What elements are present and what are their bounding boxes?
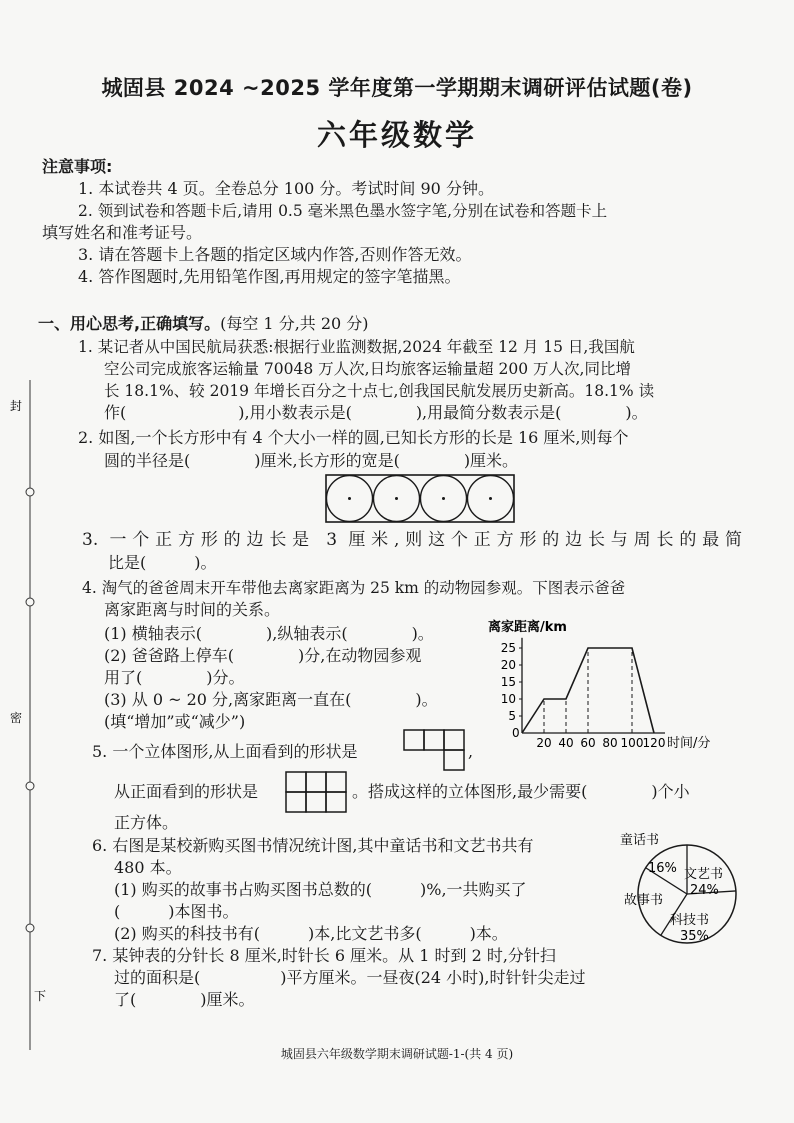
page-footer: 城固县六年级数学期末调研试题-1-(共 4 页) <box>280 1047 514 1061</box>
subject-title: 六年级数学 <box>316 118 477 152</box>
q4-line-2: 离家距离与时间的关系。 <box>104 600 281 619</box>
q5-line-1 <box>92 742 357 762</box>
q2-line-1: 2. 如图,一个长方形中有 4 个大小一样的圆,已知长方形的长是 16 厘米,则每个 <box>78 428 629 447</box>
q4-line-1: 4. 淘气的爸爸周末开车带他去离家距离为 25 km 的动物园参观。下图表示爸爸 <box>82 579 626 597</box>
q1-line-3: 长 18.1%、较 2019 年增长百分之十点七,创我国民航发展历史新高。18.1% 读 <box>104 382 655 400</box>
q3-line-1: 3. 一个正方形的边长是 3 厘米,则这个正方形的边长与周长的最简 <box>82 530 742 550</box>
section-1-heading <box>38 314 369 334</box>
note-2b: 填写姓名和准考证号。 <box>42 223 203 242</box>
pie-label-fairy: 童话书 <box>620 833 660 848</box>
q1-line-4: 作( ),用小数表示是( ),用最简分数表示是( )。 <box>104 403 648 422</box>
q5-text-4: 正方体。 <box>114 813 179 832</box>
q1-line-1: 1. 某记者从中国民航局获悉:根据行业监测数据,2024 年截至 12 月 15 日,我国航 <box>78 338 635 356</box>
pie-pct-fairy: 16% <box>648 861 677 876</box>
book-pie-chart <box>612 828 762 946</box>
q5-text-1: 5. 一个立体图形,从上面看到的形状是 <box>92 742 358 761</box>
q2-line-2: 圆的半径是( )厘米,长方形的宽是( )厘米。 <box>104 451 519 470</box>
x-tick-label: 80 <box>602 736 618 750</box>
y-tick-label: 20 <box>500 658 516 672</box>
note-2a: 2. 领到试卷和答题卡后,请用 0.5 毫米黑色墨水签字笔,分别在试卷和答题卡上 <box>78 202 608 220</box>
note-3: 3. 请在答题卡上各题的指定区域内作答,否则作答无效。 <box>78 245 472 264</box>
origin-label: 0 <box>512 726 520 740</box>
q4-part-2b: 用了( )分。 <box>104 668 245 687</box>
q7-line-3: 了( )厘米。 <box>114 990 255 1009</box>
x-tick-label: 40 <box>558 736 574 750</box>
x-axis-label: 时间/分 <box>667 736 711 751</box>
q3-line-2: 比是( )。 <box>108 553 217 572</box>
notes-heading: 注意事项: <box>42 157 113 176</box>
binding-char-1: 封 <box>10 399 23 413</box>
circle-center-3 <box>442 497 445 500</box>
distance-time-chart <box>470 615 770 755</box>
pie-pct-science: 35% <box>680 929 709 944</box>
binding-hole <box>26 488 34 496</box>
q4-part-3b: (填“增加”或“减少”) <box>104 712 246 731</box>
x-tick-label: 20 <box>536 736 552 750</box>
y-tick-label: 5 <box>508 709 516 723</box>
q7-line-1: 7. 某钟表的分针长 8 厘米,时针长 6 厘米。从 1 时到 2 时,分针扫 <box>92 946 556 965</box>
q5-comma: , <box>468 742 474 761</box>
q5-text-2: 从正面看到的形状是 <box>114 782 259 801</box>
front-view-cell-1 <box>286 772 306 792</box>
binding-hole <box>26 924 34 932</box>
circle-center-1 <box>348 497 351 500</box>
front-view-cell-5 <box>306 792 326 812</box>
q5-text-3: 。搭成这样的立体图形,最少需要( )个小 <box>352 782 690 801</box>
y-axis-label: 离家距离/km <box>488 620 567 635</box>
q4-part-3a: (3) 从 0 ~ 20 分,离家距离一直在( )。 <box>104 690 438 709</box>
section-1-score-note: (每空 1 分,共 20 分) <box>220 314 369 333</box>
rectangle-circles-figure <box>325 474 517 524</box>
note-4: 4. 答作图题时,先用铅笔作图,再用规定的签字笔描黑。 <box>78 267 461 286</box>
front-view-shape <box>284 770 348 814</box>
pie-label-science: 科技书 <box>670 913 710 928</box>
top-view-shape <box>402 728 466 774</box>
x-tick-label: 120 <box>642 736 666 750</box>
front-view-cell-3 <box>326 772 346 792</box>
q6-line-1: 6. 右图是某校新购买图书情况统计图,其中童话书和文艺书共有 <box>92 836 534 855</box>
top-view-cell-3 <box>444 730 464 750</box>
x-tick-label: 100 <box>620 736 644 750</box>
pie-pct-literature: 24% <box>690 883 719 898</box>
top-view-cell-2 <box>424 730 444 750</box>
y-tick-label: 25 <box>500 641 516 655</box>
circle-center-2 <box>395 497 398 500</box>
binding-hole <box>26 782 34 790</box>
q1-line-2: 空公司完成旅客运输量 70048 万人次,日均旅客运输量超 200 万人次,同比增 <box>104 360 631 378</box>
binding-hole <box>26 598 34 606</box>
q4-part-2a: (2) 爸爸路上停车( )分,在动物园参观 <box>104 646 422 665</box>
q4-part-1: (1) 横轴表示( ),纵轴表示( )。 <box>104 624 434 643</box>
exam-title: 城固县 2024 ~2025 学年度第一学期期末调研评估试题(卷) <box>101 76 693 100</box>
circle-center-4 <box>489 497 492 500</box>
pie-label-story: 故事书 <box>624 893 664 908</box>
top-view-cell-1 <box>404 730 424 750</box>
binding-char-2: 密 <box>10 711 23 725</box>
binding-margin <box>0 380 60 1080</box>
q6-line-2: 480 本。 <box>114 858 182 877</box>
q7-line-2: 过的面积是( )平方厘米。一昼夜(24 小时),时针针尖走过 <box>114 968 586 987</box>
q6-part-1: (1) 购买的故事书占购买图书总数的( )%,一共购买了 <box>114 880 527 899</box>
q6-part-1b: ( )本图书。 <box>114 902 239 921</box>
note-1: 1. 本试卷共 4 页。全卷总分 100 分。考试时间 90 分钟。 <box>78 179 494 198</box>
top-view-cell-4 <box>444 750 464 770</box>
binding-char-3: 下 <box>34 989 47 1003</box>
y-tick-label: 15 <box>500 675 516 689</box>
x-tick-label: 60 <box>580 736 596 750</box>
front-view-cell-6 <box>326 792 346 812</box>
front-view-cell-4 <box>286 792 306 812</box>
q6-part-2: (2) 购买的科技书有( )本,比文艺书多( )本。 <box>114 924 508 943</box>
pie-label-literature: 文艺书 <box>684 867 724 882</box>
section-1-title: 一、用心思考,正确填写。 <box>38 314 221 333</box>
y-tick-label: 10 <box>500 692 516 706</box>
front-view-cell-2 <box>306 772 326 792</box>
